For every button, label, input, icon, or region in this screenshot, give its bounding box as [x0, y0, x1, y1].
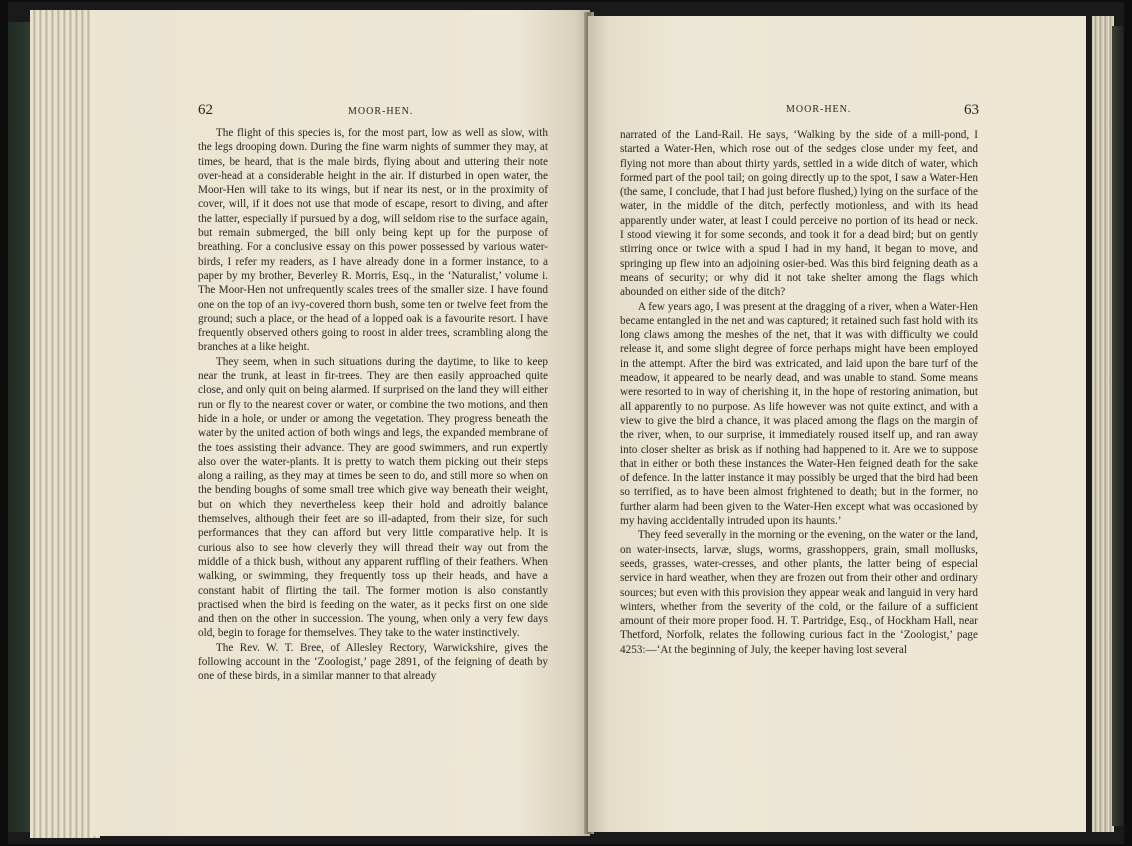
- left-page: [90, 10, 590, 836]
- paragraph: They feed severally in the morning or the evening, on the water or the land, on water-insects, larvæ, slugs, worms, grasshoppers, grain, small mollusks, seeds, grasses, water-cresses, and other plants, the latter being of especial service in hard weather, when they are frozen out from their other and ordinary sources; but even with this provision they appear weak and languid in very hard winters, whether from the severity of the cold, or the failure of a sufficient amount of their more proper food. H. T. Partridge, Esq., of Hockham Hall, near Thetford, Norfolk, relates the following curious fact in the ‘Zoologist,’ page 4253:—‘At the beginning of July, the keeper having lost several: [620, 529, 978, 656]
- right-binding: [1112, 26, 1124, 826]
- running-head: MOOR-HEN.: [348, 106, 414, 117]
- right-page-text: [620, 128, 978, 657]
- left-page-text: [198, 126, 548, 684]
- running-head: MOOR-HEN.: [786, 104, 852, 115]
- paragraph: They seem, when in such situations during the daytime, to like to keep near the trunk, at least in fir-trees. They are then easily approached quite close, and only quit on being alarmed. If surprised on the land they will either run or fly to the nearest cover or water, or combine the two motions, and then hide in a hole, or under or among the vegetation. They progress beneath the water by the united action of both wings and legs, the expanded membrane of the toes assisting their advance. They are good swimmers, and run expertly also over the water-plants. It is pretty to watch them picking out their steps along a railing, as they may at times be seen to do, and still more so when on the bending boughs of some small tree which give way beneath their weight, but on which they nevertheless keep their hold and adroitly balance themselves, although their feet are so ill-adapted, from their size, for such performances that they can afford but very little comparative help. It is curious also to see how cleverly they will thread their way out from the middle of a thick bush, without any apparent ruffling of their feathers. When walking, or swimming, they frequently toss up their heads, and have a constant habit of flirting the tail. The former motion is also constantly practised when the bird is feeding on the water, as it pecks first on one side and then on the other in succession. The young, when only a very few days old, begin to forage for themselves. They take to the water instinctively.: [198, 355, 548, 640]
- page-number: 63: [964, 102, 979, 118]
- page-number: 62: [198, 102, 213, 118]
- right-page-edges: [1092, 16, 1114, 832]
- paragraph: The flight of this species is, for the most part, low as well as slow, with the legs drooping down. During the fine warm nights of summer they may, at times, be heard, that is the male birds, flying about and uttering their note over-head at a considerable height in the air. If disturbed in open water, the Moor-Hen will take to its wings, but if near its nest, or in the proximity of cover, will, if it does not use that mode of escape, resort to diving, and after the latter, especially if pursued by a dog, will seldom rise to the surface again, but remain submerged, the bill only being kept up for the purpose of breathing. For a conclusive essay on this power possessed by various water-birds, I refer my readers, as I have already done in a former instance, to a paper by my brother, Beverley R. Morris, Esq., in the ‘Naturalist,’ volume i. The Moor-Hen not unfrequently scales trees of the smaller size. I have found one on the top of an ivy-covered thorn bush, some ten or twelve feet from the ground; such a place, or the head of a lopped oak is a favourite resort. I have frequently observed others going to roost in alder trees, scrambling along the branches at a like height.: [198, 127, 548, 354]
- paragraph: narrated of the Land-Rail. He says, ‘Walking by the side of a mill-pond, I started a Water-Hen, which rose out of the sedges close under my feet, and flying not more than about thirty yards, settled in a wide ditch of water, which formed part of the pool tail; on going directly up to the spot, I saw a Water-Hen (the same, I conclude, that I had just before flushed,) lying on the surface of the water, in the middle of the ditch, perfectly motionless, and with its head apparently under water, at least I could perceive no portion of its head or neck. I stood viewing it for some seconds, and took it for a dead bird; but on gently stirring once or twice with a spud I had in my hand, it began to move, and springing up flew into an adjoining osier-bed. Was this bird feigning death as a means of security; or why did it not take shelter among the flags which abounded on either side of the ditch?: [620, 129, 978, 299]
- paragraph: A few years ago, I was present at the dragging of a river, when a Water-Hen became entangled in the net and was captured; it retained such fast hold with its long claws among the meshes of the net, that it was with difficulty we could release it, and some slight degree of force perhaps might have been employed in the attempt. After the bird was extricated, and laid upon the bare turf of the meadow, it appeared to be nearly dead, and was unable to stand. Some means were resorted to in way of cherishing it, in the hope of restoring animation, but all apparently to no purpose. As life however was not quite extinct, and with a view to give the bird a chance, it was placed among the flags on the margin of the river, when, to our surprise, it immediately roused itself up, and ran away into closer shelter as brisk as if nothing had happened to it. Are we to suppose that in either or both these instances the Water-Hen feigned death for the sake of defence. In the latter instance it may possibly be urged that the bird had been so terrified, as to have been almost frightened to death; but in the former, no further alarm had been given to the Water-Hen except what was occasioned by my having accidentally intruded upon its haunts.’: [620, 300, 978, 528]
- paragraph: The Rev. W. T. Bree, of Allesley Rectory, Warwickshire, gives the following account in the ‘Zoologist,’ page 2891, of the feigning of death by one of these birds, in a similar manner to that already: [198, 641, 548, 683]
- right-page: [588, 16, 1086, 832]
